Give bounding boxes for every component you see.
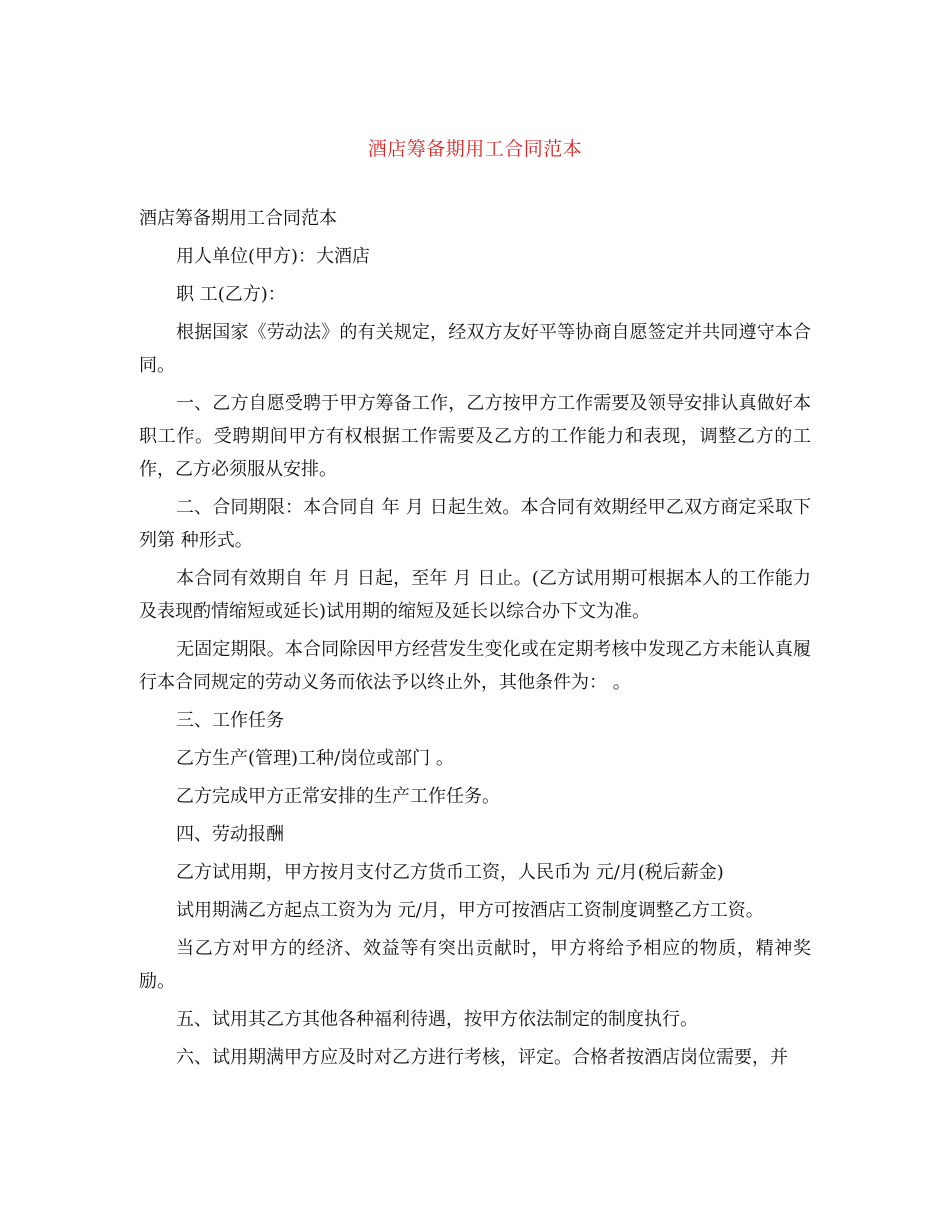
clause-3-heading: 三、工作任务 — [176, 710, 284, 731]
clause-5-paragraph: 五、试用其乙方其他各种福利待遇，按甲方依法制定的制度执行。 — [176, 1009, 698, 1030]
document-title: 酒店筹备期用工合同范本 — [367, 138, 583, 160]
clause-2-paragraph: 二、合同期限：本合同自 年 月 日起生效。本合同有效期经甲乙双方商定采取下列第 种形式。 — [139, 497, 811, 551]
preamble-paragraph: 根据国家《劳动法》的有关规定，经双方友好平等协商自愿签定并共同遵守本合同。 — [139, 322, 811, 376]
employer-line: 用人单位(甲方)：大酒店 — [176, 246, 371, 267]
heading-paragraph: 酒店筹备期用工合同范本 — [139, 208, 337, 229]
clause-4-heading: 四、劳动报酬 — [176, 824, 284, 845]
starting-pay-paragraph: 试用期满乙方起点工资为为 元/月，甲方可按酒店工资制度调整乙方工资。 — [176, 900, 764, 921]
probation-pay-paragraph: 乙方试用期，甲方按月支付乙方货币工资，人民币为 元/月(税后薪金) — [176, 862, 724, 883]
term-open-paragraph: 无固定期限。本合同除因甲方经营发生变化或在定期考核中发现乙方未能认真履行本合同规定的劳动义务而依法予以终止外，其他条件为： 。 — [139, 639, 811, 693]
job-position-paragraph: 乙方生产(管理)工种/岗位或部门 。 — [176, 748, 454, 769]
employee-line: 职 工(乙方)： — [176, 284, 286, 305]
document-body — [139, 202, 811, 1079]
term-fixed-paragraph: 本合同有效期自 年 月 日起，至年 月 日止。(乙方试用期可根据本人的工作能力及表现酌情缩短或延长)试用期的缩短及延长以综合办下文为准。 — [139, 568, 811, 622]
clause-6-paragraph: 六、试用期满甲方应及时对乙方进行考核，评定。合格者按酒店岗位需要，并 — [176, 1047, 788, 1068]
clause-1-paragraph: 一、乙方自愿受聘于甲方筹备工作，乙方按甲方工作需要及领导安排认真做好本职工作。受聘期间甲方有权根据工作需要及乙方的工作能力和表现，调整乙方的工作，乙方必须服从安排。 — [139, 393, 811, 480]
reward-paragraph: 当乙方对甲方的经济、效益等有突出贡献时，甲方将给予相应的物质，精神奖励。 — [139, 938, 811, 992]
task-paragraph: 乙方完成甲方正常安排的生产工作任务。 — [176, 786, 500, 807]
